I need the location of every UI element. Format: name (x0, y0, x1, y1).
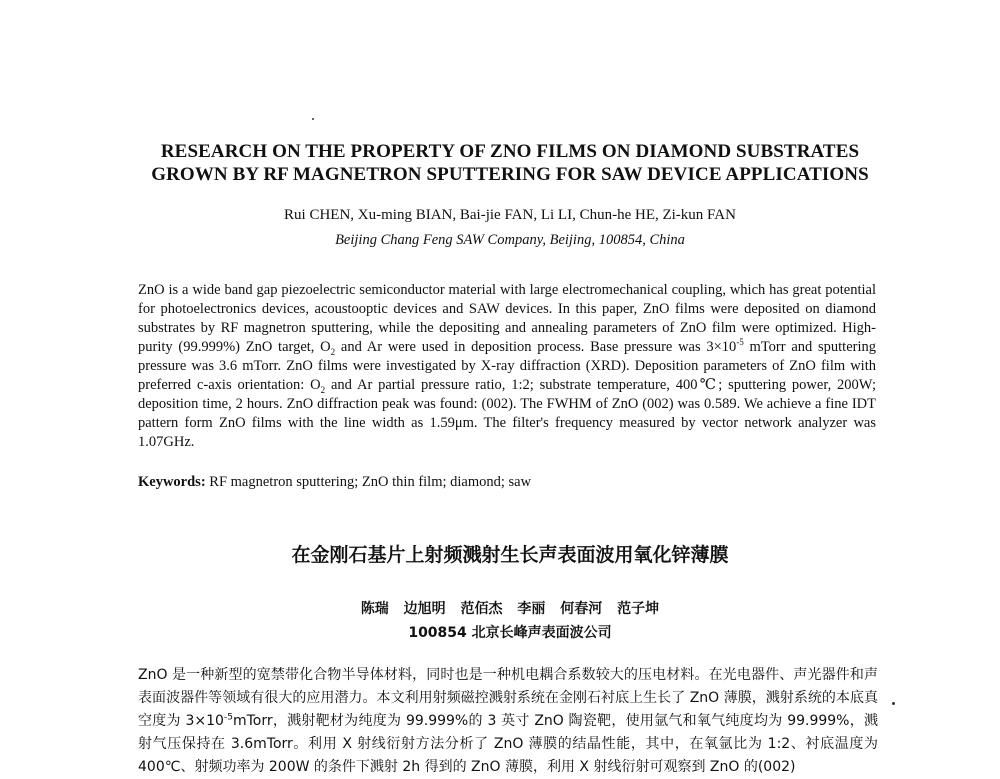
paper-title-line2: GROWN BY RF MAGNETRON SPUTTERING FOR SAW DEVICE APPLICATIONS (151, 164, 869, 185)
abstract-chinese (138, 664, 878, 779)
scan-dot (892, 702, 895, 705)
abstract-text-4: and Ar partial pressure ratio, 1:2; substrate temperature, 400℃; sputtering power, 200W; deposition time, 2 hours. ZnO diffraction peak was found: (002). The FWHM of ZnO (002) was 0.589. We achieve a fine IDT pattern form ZnO films with the line width as 1.59μm. The filter's frequency measured by vector network analyzer was 1.07GHz. (138, 377, 876, 450)
paper-title (140, 140, 880, 186)
author-list: Rui CHEN, Xu-ming BIAN, Bai-jie FAN, Li LI, Chun-he HE, Zi-kun FAN (284, 207, 736, 223)
chinese-title: 在金刚石基片上射频溅射生长声表面波用氧化锌薄膜 (291, 544, 729, 566)
superscript-exponent: -5 (736, 337, 744, 348)
chinese-affiliation: 100854 北京长峰声表面波公司 (408, 625, 612, 641)
affiliation: Beijing Chang Feng SAW Company, Beijing, 100854, China (335, 232, 685, 248)
chinese-abstract-text-2: mTorr，溅射靶材为纯度为 99.999%的 3 英寸 ZnO 陶瓷靶，使用氩气和氧气纯度均为 99.999%，溅射气压保持在 3.6mTorr。利用 X 射线衍射方法分析了 ZnO 薄膜的结晶性能，其中，在氧氩比为 1:2、衬底温度为 400℃、射频功率为 200W 的条件下溅射 2h 得到的 ZnO 薄膜，利用 X 射线衍射可观察到 ZnO 的(002) (138, 713, 879, 775)
scan-speck (312, 118, 314, 120)
abstract-text-2: and Ar were used in deposition process. Base pressure was 3×10 (335, 339, 737, 355)
keywords-line (138, 474, 876, 491)
paper-title-line1: RESEARCH ON THE PROPERTY OF ZNO FILMS ON DIAMOND SUBSTRATES (160, 141, 860, 162)
chinese-author-list: 陈瑞 边旭明 范佰杰 李丽 何春河 范子坤 (360, 601, 660, 617)
abstract-english (138, 281, 876, 452)
subscript-o2-2: 2 (320, 384, 326, 395)
subscript-o2-1: 2 (330, 346, 336, 357)
chinese-superscript-exponent: -5 (223, 712, 233, 723)
chinese-abstract-text-1: ZnO 是一种新型的宽禁带化合物半导体材料，同时也是一种机电耦合系数较大的压电材料。在光电器件、声光器件和声表面波器件等领域有很大的应用潜力。本文利用射频磁控溅射系统在金刚石衬底上生长了 ZnO 薄膜，溅射系统的本底真空度为 3×10 (138, 667, 878, 729)
keywords-text: RF magnetron sputtering; ZnO thin film; diamond; saw (205, 474, 532, 490)
keywords-label: Keywords: (138, 474, 206, 490)
abstract-text-1: ZnO is a wide band gap piezoelectric semiconductor material with large electromechanical coupling, which has great potential for photoelectronics devices, acoustooptic devices and SAW devices. In this paper, ZnO films were deposited on diamond substrates by RF magnetron sputtering, while the depositing and annealing parameters of ZnO film were optimized. High-purity (99.999%) ZnO target, O (138, 282, 876, 355)
abstract-text-3: mTorr and sputtering pressure was 3.6 mTorr. ZnO films were investigated by X-ray diffraction (XRD). Deposition parameters of ZnO film with preferred c-axis orientation: O (138, 339, 877, 393)
